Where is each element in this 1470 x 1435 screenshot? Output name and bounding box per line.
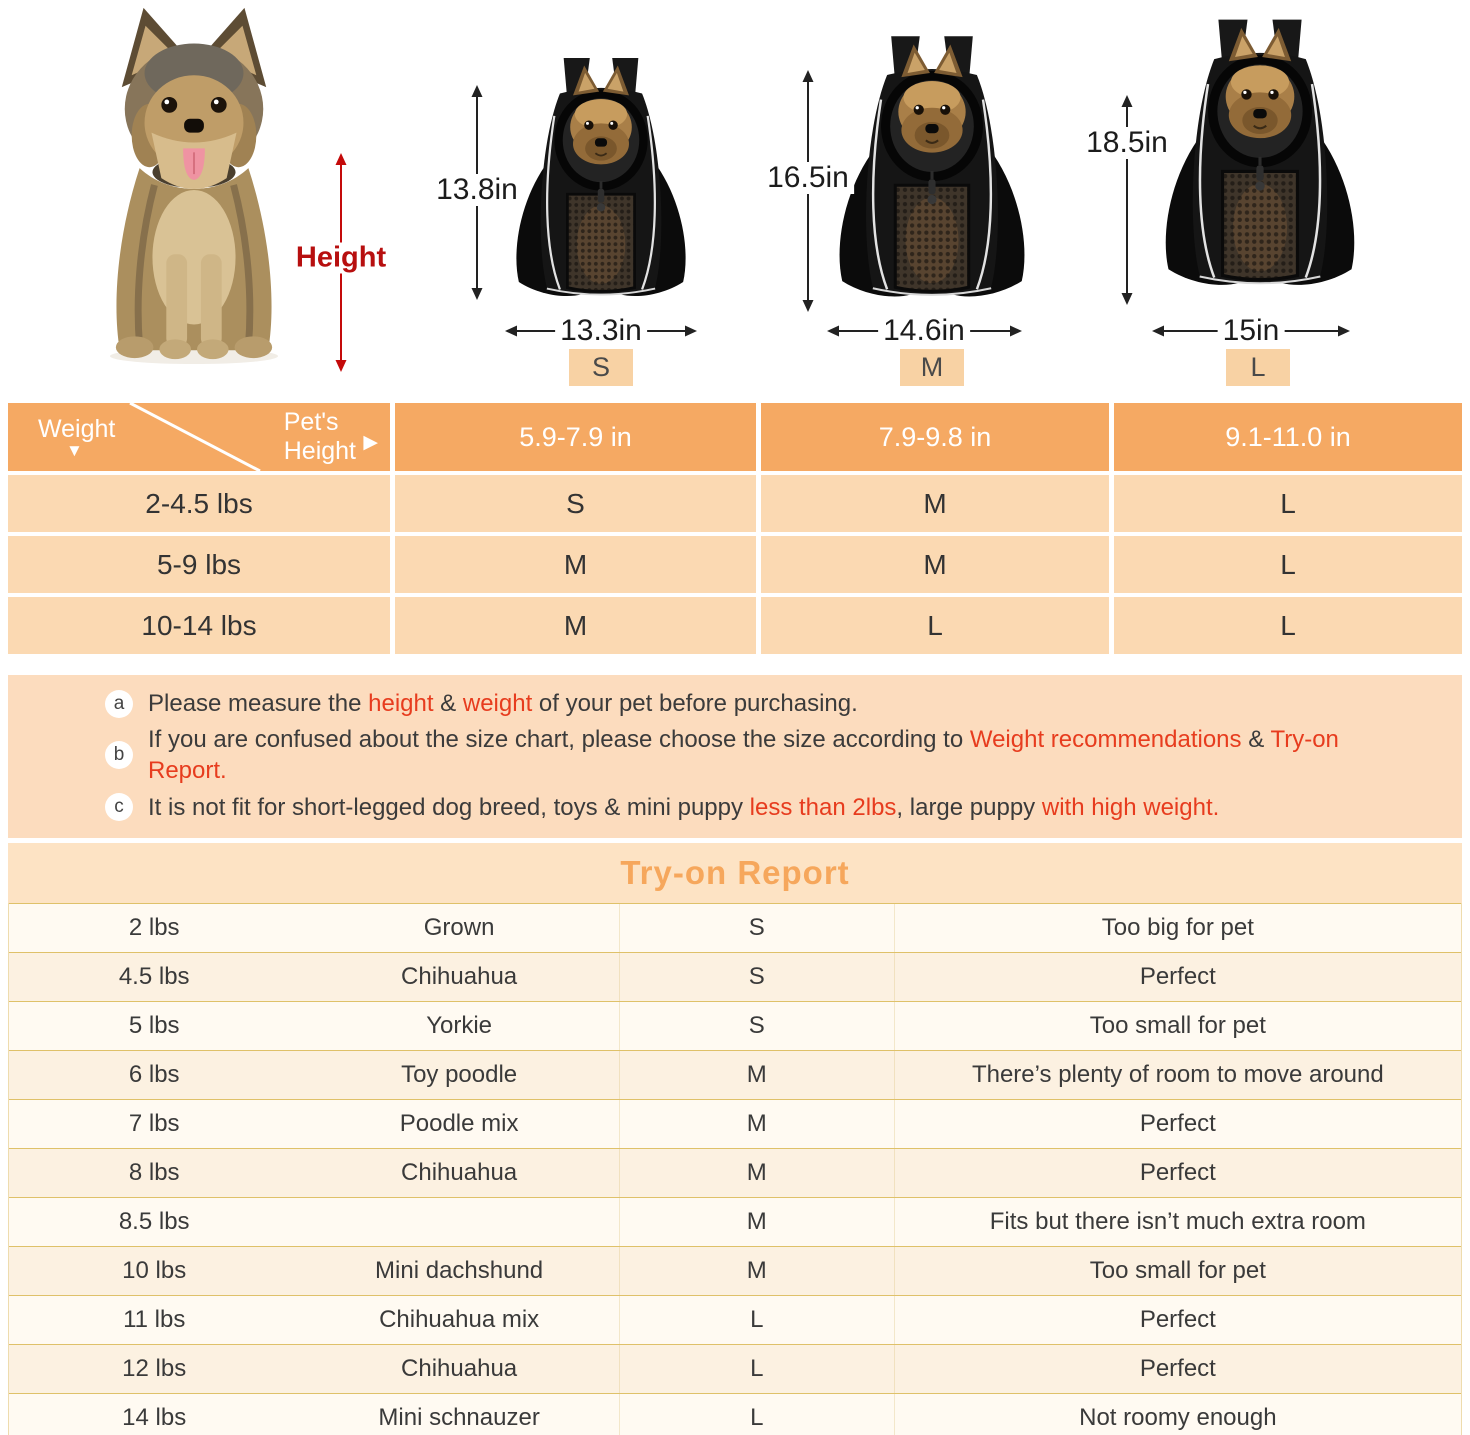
recommended-size-cell: S — [395, 475, 756, 532]
tryon-size-cell: L — [619, 1394, 895, 1435]
weight-range-cell: 10-14 lbs — [8, 597, 390, 654]
pet-height-label-line2: Height — [283, 436, 356, 465]
note-text — [148, 688, 858, 719]
note-highlight: height — [368, 690, 434, 717]
size-badge: M — [900, 349, 964, 386]
tryon-size-cell: M — [619, 1100, 895, 1148]
tryon-breed-cell: Mini dachshund — [375, 1257, 544, 1284]
dimension-value-label: 18.5in — [1081, 127, 1173, 159]
tryon-breed-cell — [299, 1198, 618, 1246]
tryon-breed-cell: Poodle mix — [399, 1110, 519, 1137]
note-highlight: less than 2lbs — [749, 793, 897, 821]
size-chart-table — [8, 403, 1462, 654]
weight-range-cell: 2-4.5 lbs — [8, 475, 390, 532]
tryon-comment-cell: Perfect — [1139, 1355, 1216, 1382]
tryon-comment-cell: Perfect — [1139, 1159, 1216, 1186]
note-item — [105, 688, 1422, 719]
backpack-illustration-s — [505, 58, 697, 310]
tryon-size-cell: M — [619, 1247, 895, 1295]
hero-section — [0, 0, 1470, 400]
tryon-row — [9, 1001, 1461, 1050]
tryon-report-section — [8, 843, 1462, 1435]
tryon-size-cell: L — [619, 1296, 895, 1344]
tryon-size-cell: M — [619, 1051, 895, 1099]
table-corner-cell — [8, 403, 390, 471]
tryon-weight-cell: 14 lbs — [122, 1404, 187, 1431]
note-text — [148, 724, 1422, 786]
recommended-size-cell: M — [395, 597, 756, 654]
note-marker: b — [105, 741, 133, 769]
weight-axis-label: Weight — [38, 415, 116, 443]
yorkie-photo — [68, 2, 320, 368]
tryon-size-cell: S — [619, 904, 895, 952]
tryon-breed-cell: Chihuahua — [401, 1355, 518, 1382]
yorkie-dog-art — [68, 2, 320, 368]
tryon-comment-cell: Perfect — [1139, 1110, 1216, 1137]
note-highlight: Try-on Report. — [148, 726, 1339, 785]
notes-section — [8, 675, 1462, 838]
tryon-weight-cell: 12 lbs — [122, 1355, 187, 1382]
note-highlight: with high weight. — [1041, 793, 1220, 821]
pet-height-axis-label — [284, 408, 356, 466]
tryon-comment-cell: Fits but there isn’t much extra room — [989, 1208, 1366, 1235]
tryon-title-band — [8, 843, 1462, 903]
recommended-size-cell: L — [1114, 597, 1462, 654]
tryon-row — [9, 1344, 1461, 1393]
dimension-value-label: 13.8in — [431, 174, 523, 206]
column-header: 9.1-11.0 in — [1114, 403, 1462, 471]
tryon-breed-cell: Chihuahua mix — [379, 1306, 540, 1333]
recommended-size-cell: L — [1114, 475, 1462, 532]
tryon-row — [9, 1099, 1461, 1148]
tryon-weight-cell: 8 lbs — [128, 1159, 180, 1186]
tryon-breed-cell: Chihuahua — [401, 963, 518, 990]
backpack-illustration-m — [830, 28, 1034, 320]
tryon-comment-cell: Too small for pet — [1089, 1257, 1266, 1284]
dimension-value-label: 16.5in — [762, 162, 854, 194]
tryon-weight-cell: 7 lbs — [128, 1110, 180, 1137]
tryon-size-cell: M — [619, 1149, 895, 1197]
tryon-row — [9, 1148, 1461, 1197]
tryon-table — [8, 903, 1462, 1435]
note-segment: & — [433, 690, 463, 717]
tryon-weight-cell: 10 lbs — [122, 1257, 187, 1284]
dimension-value-label: 14.6in — [878, 315, 970, 347]
tryon-comment-cell: Too big for pet — [1101, 914, 1254, 941]
down-triangle-icon: ▼ — [66, 441, 83, 460]
note-text — [148, 792, 1219, 823]
note-marker: a — [105, 690, 133, 718]
tryon-breed-cell: Toy poodle — [401, 1061, 518, 1088]
note-highlight: weight — [462, 690, 533, 717]
tryon-row — [9, 1246, 1461, 1295]
tryon-weight-cell: 11 lbs — [123, 1306, 186, 1333]
tryon-size-cell: M — [619, 1198, 895, 1246]
tryon-row — [9, 1197, 1461, 1246]
tryon-row — [9, 952, 1461, 1001]
recommended-size-cell: M — [761, 536, 1109, 593]
recommended-size-cell: M — [761, 475, 1109, 532]
tryon-row — [9, 1295, 1461, 1344]
tryon-weight-cell: 6 lbs — [128, 1061, 180, 1088]
tryon-size-cell: S — [619, 953, 895, 1001]
tryon-comment-cell: There’s plenty of room to move around — [971, 1061, 1384, 1088]
tryon-title: Try-on Report — [620, 854, 850, 891]
note-item — [105, 724, 1422, 786]
dimension-value-label: 13.3in — [555, 315, 647, 347]
tryon-row — [9, 1050, 1461, 1099]
column-header: 5.9-7.9 in — [395, 403, 756, 471]
note-segment: If you are confused about the size chart, please choose the size according to — [148, 726, 970, 754]
dog-carrier-backpack-art — [1156, 2, 1364, 318]
tryon-comment-cell: Not roomy enough — [1079, 1404, 1277, 1431]
right-triangle-icon: ▶ — [363, 432, 378, 453]
tryon-weight-cell: 8.5 lbs — [118, 1208, 190, 1235]
note-highlight: Weight recommendations — [969, 726, 1242, 754]
tryon-weight-cell: 5 lbs — [128, 1012, 180, 1039]
tryon-comment-cell: Perfect — [1139, 963, 1216, 990]
note-item — [105, 792, 1422, 823]
recommended-size-cell: L — [1114, 536, 1462, 593]
note-segment: It is not fit for short-legged dog breed, toys & mini puppy — [148, 793, 750, 821]
tryon-weight-cell: 2 lbs — [128, 914, 180, 941]
size-badge: S — [569, 349, 633, 386]
height-label: Height — [291, 243, 391, 274]
dog-carrier-backpack-art — [505, 58, 697, 310]
tryon-size-cell: S — [619, 1002, 895, 1050]
dog-carrier-backpack-art — [830, 28, 1034, 320]
tryon-row — [9, 903, 1461, 952]
size-badge: L — [1226, 349, 1290, 386]
note-segment: Please measure the — [148, 690, 369, 717]
tryon-breed-cell: Yorkie — [426, 1012, 493, 1039]
tryon-size-cell: L — [619, 1345, 895, 1393]
recommended-size-cell: M — [395, 536, 756, 593]
tryon-breed-cell: Grown — [423, 914, 495, 941]
recommended-size-cell: L — [761, 597, 1109, 654]
tryon-comment-cell: Perfect — [1139, 1306, 1216, 1333]
note-segment: of your pet before purchasing. — [532, 690, 858, 717]
weight-range-cell: 5-9 lbs — [8, 536, 390, 593]
note-marker: c — [105, 793, 133, 821]
column-header: 7.9-9.8 in — [761, 403, 1109, 471]
tryon-comment-cell: Too small for pet — [1089, 1012, 1266, 1039]
tryon-breed-cell: Mini schnauzer — [378, 1404, 540, 1431]
pet-height-label-line1: Pet's — [283, 408, 339, 436]
tryon-weight-cell: 4.5 lbs — [118, 963, 190, 990]
tryon-row — [9, 1393, 1461, 1435]
note-segment: , large puppy — [896, 793, 1042, 821]
dimension-value-label: 15in — [1218, 315, 1285, 347]
backpack-illustration-l — [1156, 2, 1364, 318]
note-segment: & — [1241, 726, 1271, 754]
tryon-breed-cell: Chihuahua — [401, 1159, 518, 1186]
